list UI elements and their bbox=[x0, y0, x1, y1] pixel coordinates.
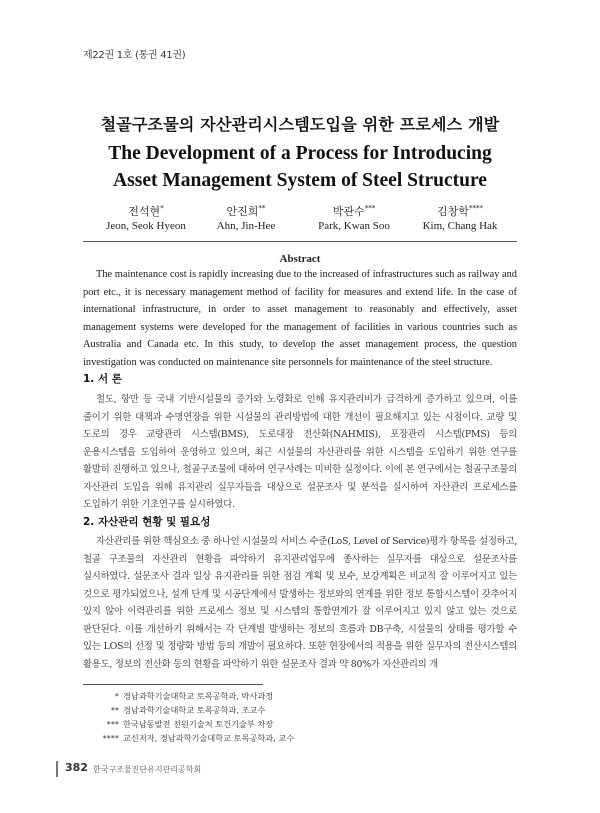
abstract-heading: Abstract bbox=[279, 253, 321, 265]
footnote-text: 한국남동발전 전원기술처 토건기술부 차장 bbox=[123, 719, 274, 729]
page-number: 382 bbox=[65, 761, 88, 774]
footnote-text: 교신저자, 경남과학기술대학교 토목공학과, 교수 bbox=[123, 733, 295, 743]
footnote bbox=[83, 731, 517, 745]
author-name-ko: 전석현 bbox=[128, 205, 161, 218]
author-2 bbox=[186, 205, 306, 233]
footnote-mark: *** bbox=[106, 719, 119, 729]
author-affiliation-mark: *** bbox=[364, 204, 376, 213]
footnote bbox=[83, 703, 517, 717]
author-name-ko: 안진희 bbox=[226, 205, 259, 218]
footnote-divider bbox=[83, 684, 263, 685]
footnote-mark: ** bbox=[110, 705, 119, 715]
author-name-ko: 박관수 bbox=[332, 205, 365, 218]
footnote-mark: **** bbox=[102, 733, 119, 743]
author-affiliation-mark: **** bbox=[468, 204, 483, 213]
journal-volume-header: 제22권 1호 (통권 41권) bbox=[83, 50, 186, 61]
footnote-mark: * bbox=[114, 691, 119, 701]
author-name-ko: 김창학 bbox=[437, 205, 469, 218]
footer-bar bbox=[56, 761, 58, 777]
author-name-en: Jeon, Seok Hyeon bbox=[106, 220, 186, 232]
section-heading-introduction: 1. 서 론 bbox=[83, 373, 122, 385]
author-list bbox=[80, 205, 520, 235]
footnotes bbox=[83, 689, 517, 745]
author-name-en: Park, Kwan Soo bbox=[318, 220, 390, 232]
title-korean: 철골구조물의 자산관리시스템도입을 위한 프로세스 개발 bbox=[100, 115, 500, 134]
journal-name: 한국구조물진단유지관리공학회 bbox=[93, 765, 202, 774]
author-name-en: Ahn, Jin-Hee bbox=[216, 220, 276, 232]
abstract-body: The maintenance cost is rapidly increasing due to the increased of infrastructures such as railway and port etc., it is necessary management method of facility for measures and extend life. In the case of international infrastructure, in order to asset management to reasonably and effectively, asset management systems were developed for the management of facilities in various countries such as Australia and Canada etc. In this study, to develop the asset management process, the question investigation was conducted on maintenance site personnels for maintenance of the steel structure. bbox=[83, 269, 517, 368]
author-name-en: Kim, Chang Hak bbox=[422, 220, 498, 232]
section-body-introduction: 철도, 항만 등 국내 기반시설물의 증가와 노령화로 인해 유지관리비가 급격하게 증가하고 있으며, 이를 줄이기 위한 대책과 수명연장을 위한 시설물의 관리방법에 대한 개선이 필요해지고 있는 시점이다. 교량 및 도로의 경우 교량관리 시스템(BMS), 도로대장 전산화(NAHMIS), 포장관리 시스템(PMS) 등의 운용시스템을 도입하여 운영하고 있으며, 최근 시설물의 자산관리를 위한 시스템을 도입하기 위한 연구를 활발히 진행하고 있으나, 철골구조물에 대하여 연구사례는 미비한 실정이다. 이에 본 연구에서는 철골구조물의 자산관리 도입을 위해 유지관리 실무자들을 대상으로 설문조사 및 분석을 실시하여 자산관리 프로세스를 도입하기 위한 기초연구를 실시하였다. bbox=[83, 394, 517, 510]
footnote bbox=[83, 717, 517, 731]
footnote-text: 경남과학기술대학교 토목공학과, 조교수 bbox=[123, 705, 266, 715]
author-affiliation-mark: ** bbox=[258, 204, 266, 213]
title-english-line2: Asset Management System of Steel Structure bbox=[113, 170, 487, 191]
author-affiliation-mark: * bbox=[160, 204, 164, 213]
author-4 bbox=[400, 205, 520, 233]
section-body-asset-management: 자산관리를 위한 핵심요소 중 하나인 시설물의 서비스 수준(LoS, Level of Service)평가 항목을 설정하고, 철골 구조물의 자산관리 현황을 파악하기 유지관리업무에 종사하는 실무자를 대상으로 설문조사를 실시하였다. 설문조사 결과 일상 유지관리를 위한 점검 계획 및 보수, 보강계획은 비교적 잘 이루어지고 있는 것으로 평가되었으나, 설계 단계 및 시공단계에서 발생하는 정보와의 연계를 위한 정보 통합시스템이 갖추어지 있지 않아 이력관리를 위한 프로세스 정보 및 시스템의 통합연계가 잘 이루어지고 있지 않고 있는 것으로 판단된다. 이를 개선하기 위해서는 각 단계별 발생하는 정보의 흐름과 DB구축, 시설물의 상태를 평가할 수 있는 LOS의 선정 및 정량화 방법 등의 개발이 필요하다. 또한 현장에서의 적용을 위한 실무자의 전산시스템의 활용도, 정보의 전산화 등의 현황을 파악하기 위한 설문조사 결과 약 80%가 자산관리의 개 bbox=[83, 536, 517, 670]
author-3 bbox=[294, 205, 414, 233]
title-divider bbox=[83, 241, 517, 242]
section-heading-asset-management: 2. 자산관리 현황 및 필요성 bbox=[83, 516, 211, 528]
title-english-line1: The Development of a Process for Introducing bbox=[108, 143, 492, 164]
footnote bbox=[83, 689, 517, 703]
footnote-text: 경남과학기술대학교 토목공학과, 박사과정 bbox=[123, 691, 274, 701]
